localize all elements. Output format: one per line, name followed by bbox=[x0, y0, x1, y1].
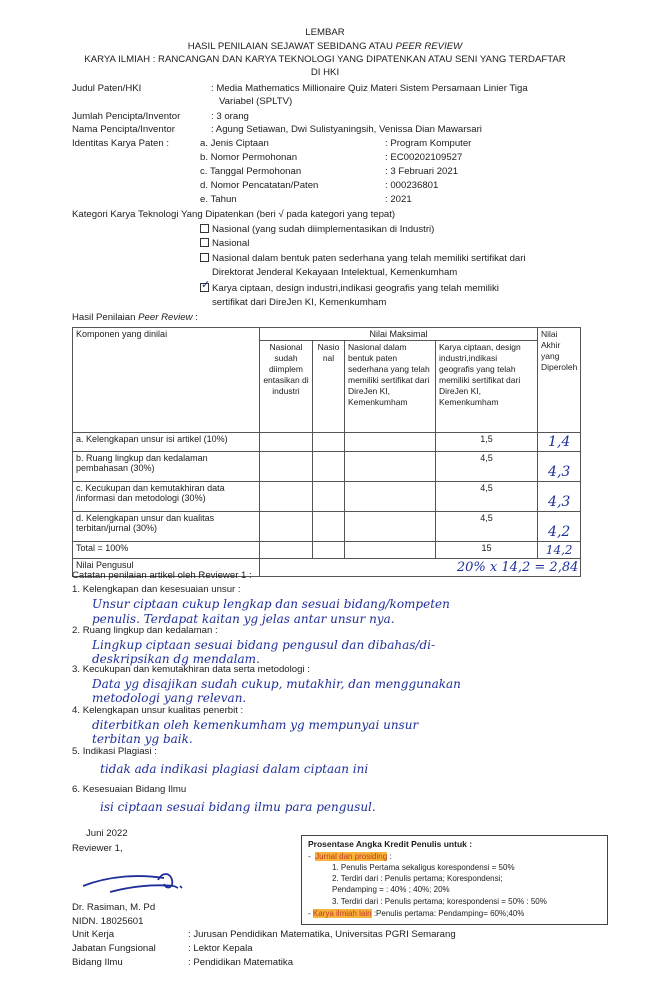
header-col-paten-sederhana: Nasional dalam bentuk paten sederhana yang telah memiliki sertifikat dari DireJen KI, Kemenkumham bbox=[345, 341, 436, 433]
kategori-option-1[interactable] bbox=[200, 224, 434, 235]
footer-label: Unit Kerja bbox=[72, 929, 115, 940]
table-row bbox=[73, 452, 581, 482]
identitas-value: : EC00202109527 bbox=[385, 152, 463, 163]
option-label: Karya ciptaan, design industri,indikasi geografis yang telah memiliki bbox=[212, 283, 499, 294]
kategori-option-2[interactable] bbox=[200, 238, 249, 249]
sign-role: Reviewer 1, bbox=[72, 843, 123, 854]
header-col-nasional-industri: Nasional sudah diimplem entasikan di industri bbox=[260, 341, 313, 433]
total-max: 15 bbox=[436, 542, 538, 559]
handwriting: Unsur ciptaan cukup lengkap dan sesuai bidang/kompeten bbox=[92, 597, 450, 611]
header-col-nasional: Nasio nal bbox=[313, 341, 345, 433]
item-number: 1. bbox=[72, 584, 81, 595]
kategori-option-3[interactable] bbox=[200, 253, 526, 264]
catatan-item bbox=[72, 784, 186, 795]
kredit-line: 2. Terdiri dari : Penulis pertama; Korespondensi; bbox=[332, 874, 503, 883]
handwriting: Lingkup ciptaan sesuai bidang pengusul dan dibahas/di- bbox=[92, 638, 436, 652]
hasil-text: Hasil Penilaian bbox=[72, 312, 139, 323]
handwriting: deskripsikan dg mendalam. bbox=[92, 652, 260, 666]
row-komponen: c. Kecukupan dan kemutakhiran data /informasi dan metodologi (30%) bbox=[73, 482, 260, 512]
row-komponen: b. Ruang lingkup dan kedalaman pembahasan (30%) bbox=[73, 452, 260, 482]
checkbox[interactable] bbox=[200, 238, 209, 247]
handwriting: tidak ada indikasi plagiasi dalam ciptaan ini bbox=[100, 762, 369, 776]
kredit-line: 1. Penulis Pertama sekaligus korespondensi = 50% bbox=[332, 863, 515, 872]
identitas-value: : 3 Februari 2021 bbox=[385, 166, 459, 177]
pengusul-value: 20% x 14,2 = 2,84 bbox=[260, 559, 581, 577]
footer-value: : Pendidikan Matematika bbox=[188, 957, 294, 968]
checkbox-checked[interactable] bbox=[200, 279, 211, 292]
kredit-line: 3. Terdiri dari : Penulis pertama; korespondensi = 50% : 50% bbox=[332, 897, 547, 906]
item-number: 6. bbox=[72, 784, 81, 795]
total-row bbox=[73, 542, 581, 559]
header-komponen: Komponen yang dinilai bbox=[73, 328, 260, 433]
jumlah-value: : 3 orang bbox=[211, 111, 249, 122]
total-label: Total = 100% bbox=[73, 542, 260, 559]
footer-label: Bidang Ilmu bbox=[72, 957, 123, 968]
item-number: 3. bbox=[72, 664, 81, 675]
row-komponen: d. Kelengkapan unsur dan kualitas terbitan/jurnal (30%) bbox=[73, 512, 260, 542]
item-label: Kelengkapan dan kesesuaian unsur : bbox=[82, 584, 241, 595]
identitas-value: : 2021 bbox=[385, 194, 412, 205]
checkbox[interactable] bbox=[200, 253, 209, 262]
identitas-item: d. Nomor Pencatatan/Paten bbox=[200, 180, 319, 191]
subtitle-italic: PEER REVIEW bbox=[395, 41, 463, 52]
signature-image bbox=[78, 862, 188, 902]
identitas-label: Identitas Karya Paten : bbox=[72, 138, 170, 149]
sign-date: Juni 2022 bbox=[86, 828, 128, 839]
handwriting: terbitan yg baik. bbox=[92, 732, 193, 746]
footer-value: : Jurusan Pendidikan Matematika, Universitas PGRI Semarang bbox=[188, 929, 456, 940]
total-akhir: 14,2 bbox=[538, 542, 581, 559]
handwriting: penulis. Terdapat kaitan yg jelas antar unsur nya. bbox=[92, 612, 395, 626]
footer-value: : Lektor Kepala bbox=[188, 943, 253, 954]
item-label: Indikasi Plagiasi : bbox=[82, 746, 157, 757]
hasil-italic: Peer Review bbox=[138, 312, 193, 323]
nama-value: : Agung Setiawan, Dwi Sulistyaningsih, Venissa Dian Mawarsari bbox=[211, 124, 482, 135]
table-row bbox=[73, 512, 581, 542]
item-number: 5. bbox=[72, 746, 81, 757]
doc-subtitle-2: KARYA ILMIAH : RANCANGAN DAN KARYA TEKNOLOGI YANG DIPATENKAN ATAU SENI YANG TERDAFTAR bbox=[84, 54, 566, 65]
jumlah-label: Jumlah Pencipta/Inventor bbox=[72, 111, 181, 122]
reviewer-name: Dr. Rasiman, M. Pd bbox=[72, 902, 156, 913]
highlight-jurnal: Jurnal dan prosiding bbox=[315, 852, 388, 861]
catatan-item bbox=[72, 664, 310, 675]
kredit-bullet-2: - Karya ilmiah lain :Penulis pertama: Pendamping= 60%;40% bbox=[308, 909, 525, 918]
doc-subtitle bbox=[0, 41, 650, 52]
identitas-item: a. Jenis Ciptaan bbox=[200, 138, 269, 149]
header-col-karya-ciptaan: Karya ciptaan, design industri,indikasi geografis yang telah memiliki sertifikat dari DireJen KI, Kemenkumham bbox=[436, 341, 538, 433]
catatan-item bbox=[72, 746, 157, 757]
row-akhir: 4,3 bbox=[538, 482, 581, 512]
row-max: 4,5 bbox=[436, 512, 538, 542]
identitas-value: : 000236801 bbox=[385, 180, 439, 191]
kredit-bullet-1: - Jurnal dan prosiding : bbox=[308, 852, 392, 861]
kredit-title: Prosentase Angka Kredit Penulis untuk : bbox=[308, 839, 473, 849]
kredit-box bbox=[301, 835, 608, 925]
footer-label: Jabatan Fungsional bbox=[72, 943, 156, 954]
score-table bbox=[72, 327, 581, 577]
header-nilai-akhir: Nilai Akhir yang Diperoleh bbox=[538, 328, 581, 433]
item-number: 2. bbox=[72, 625, 81, 636]
kategori-option-4[interactable] bbox=[200, 279, 499, 294]
table-row bbox=[73, 482, 581, 512]
row-komponen: a. Kelengkapan unsur isi artikel (10%) bbox=[73, 433, 260, 452]
judul-value: : Media Mathematics Millionaire Quiz Materi Sistem Persamaan Linier Tiga bbox=[211, 83, 528, 94]
check-icon: ✓ bbox=[201, 279, 211, 291]
handwriting: Data yg disajikan sudah cukup, mutakhir, dan menggunakan bbox=[92, 677, 461, 691]
handwriting: metodologi yang relevan. bbox=[92, 691, 247, 705]
highlight-karya: Karya ilmiah lain bbox=[312, 909, 372, 918]
identitas-value: : Program Komputer bbox=[385, 138, 472, 149]
row-max: 1,5 bbox=[436, 433, 538, 452]
doc-title: LEMBAR bbox=[305, 27, 345, 38]
row-akhir: 4,2 bbox=[538, 512, 581, 542]
row-max: 4,5 bbox=[436, 482, 538, 512]
nama-label: Nama Pencipta/Inventor bbox=[72, 124, 175, 135]
pengusul-label: Nilai Pengusul bbox=[73, 559, 260, 577]
kategori-title: Kategori Karya Teknologi Yang Dipatenkan (beri √ pada kategori yang tepat) bbox=[72, 209, 396, 220]
item-label: Ruang lingkup dan kedalaman : bbox=[82, 625, 218, 636]
catatan-item bbox=[72, 584, 241, 595]
row-akhir: 1,4 bbox=[538, 433, 581, 452]
item-label: Kelengkapan unsur kualitas penerbit : bbox=[82, 705, 244, 716]
header-nilai-maksimal: Nilai Maksimal bbox=[260, 328, 538, 341]
identitas-item: c. Tanggal Permohonan bbox=[200, 166, 302, 177]
item-label: Kesesuaian Bidang Ilmu bbox=[82, 784, 187, 795]
kredit-rest: :Penulis pertama: Pendamping= 60%;40% bbox=[371, 909, 525, 918]
item-number: 4. bbox=[72, 705, 81, 716]
row-max: 4,5 bbox=[436, 452, 538, 482]
identitas-item: b. Nomor Permohonan bbox=[200, 152, 298, 163]
identitas-item: e. Tahun bbox=[200, 194, 237, 205]
reviewer-nidn: NIDN. 18025601 bbox=[72, 916, 144, 927]
item-label: Kecukupan dan kemutakhiran data serta metodologi : bbox=[82, 664, 310, 675]
judul-value-2: Variabel (SPLTV) bbox=[219, 96, 293, 107]
option-label: Nasional bbox=[212, 238, 250, 249]
handwriting: isi ciptaan sesuai bidang ilmu para pengusul. bbox=[100, 800, 376, 814]
kategori-option-4b: sertifikat dari DireJen KI, Kemenkumham bbox=[212, 297, 387, 308]
catatan-item bbox=[72, 705, 243, 716]
option-label: Nasional dalam bentuk paten sederhana yang telah memiliki sertifikat dari bbox=[212, 253, 526, 264]
table-row bbox=[73, 433, 581, 452]
hasil-label: Hasil Penilaian Peer Review : bbox=[72, 312, 198, 323]
handwriting: diterbitkan oleh kemenkumham yg mempunyai unsur bbox=[92, 718, 419, 732]
subtitle-text: HASIL PENILAIAN SEJAWAT SEBIDANG ATAU bbox=[187, 41, 396, 52]
judul-label: Judul Paten/HKI bbox=[72, 83, 142, 94]
row-akhir: 4,3 bbox=[538, 452, 581, 482]
kategori-option-3b: Direktorat Jenderal Kekayaan Intelektual, Kemenkumham bbox=[212, 267, 458, 278]
option-label: Nasional (yang sudah diimplementasikan di Industri) bbox=[212, 224, 435, 235]
kredit-line: Pendamping = : 40% ; 40%; 20% bbox=[332, 885, 450, 894]
catatan-item bbox=[72, 625, 218, 636]
checkbox[interactable] bbox=[200, 224, 209, 233]
catatan-title: Catatan penilaian artikel oleh Reviewer 1 : bbox=[72, 570, 252, 581]
doc-subtitle-3: DI HKI bbox=[310, 67, 340, 78]
